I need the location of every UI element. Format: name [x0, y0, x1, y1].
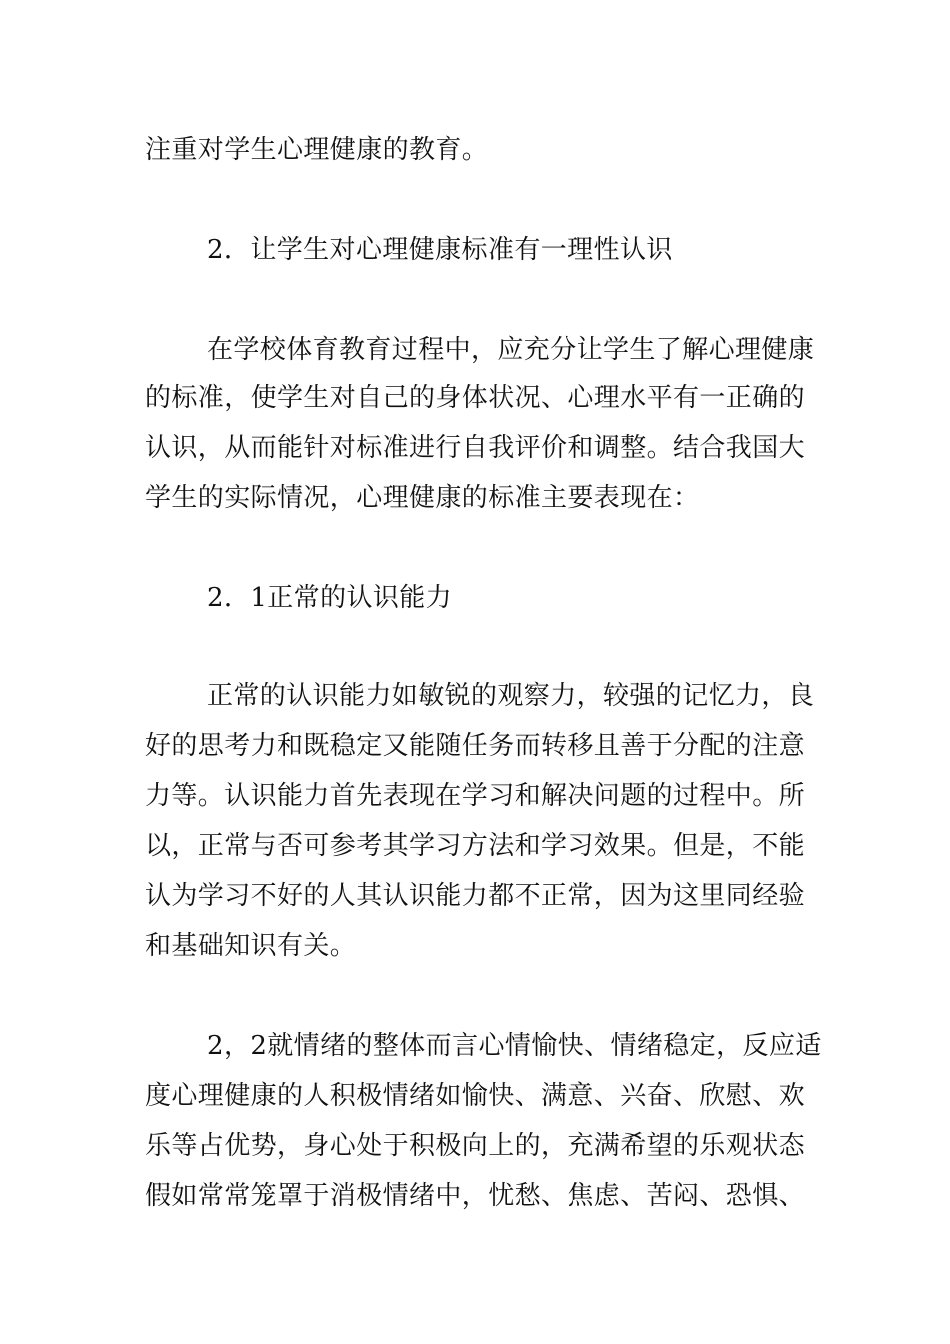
paragraph-line: 认为学习不好的人其认识能力都不正常，因为这里同经验: [145, 881, 806, 911]
paragraph-line: 乐等占优势，身心处于积极向上的，充满希望的乐观状态: [145, 1131, 806, 1161]
paragraph-line: 2，2就情绪的整体而言心情愉快、情绪稳定，反应适: [207, 1031, 822, 1061]
paragraph-line: 好的思考力和既稳定又能随任务而转移且善于分配的注意: [145, 731, 806, 761]
paragraph-line: 学生的实际情况，心理健康的标准主要表现在：: [145, 483, 700, 513]
paragraph-line: 假如常常笼罩于消极情绪中，忧愁、焦虑、苦闷、恐惧、: [145, 1181, 806, 1211]
paragraph-continuation-line: 注重对学生心理健康的教育。: [145, 135, 489, 165]
paragraph-line: 以，正常与否可参考其学习方法和学习效果。但是，不能: [145, 831, 806, 861]
paragraph-line: 度心理健康的人积极情绪如愉快、满意、兴奋、欣慰、欢: [145, 1081, 806, 1111]
subsection-heading: 2．1正常的认识能力: [207, 583, 453, 613]
paragraph-line: 和基础知识有关。: [145, 931, 357, 961]
paragraph-line: 正常的认识能力如敏锐的观察力，较强的记忆力，良: [207, 681, 815, 711]
section-heading: 2．让学生对心理健康标准有一理性认识: [207, 235, 673, 265]
paragraph-line: 在学校体育教育过程中，应充分让学生了解心理健康: [207, 335, 815, 365]
paragraph-line: 力等。认识能力首先表现在学习和解决问题的过程中。所: [145, 781, 806, 811]
paragraph-line: 认识，从而能针对标准进行自我评价和调整。结合我国大: [145, 433, 806, 463]
paragraph-line: 的标准，使学生对自己的身体状况、心理水平有一正确的: [145, 383, 806, 413]
